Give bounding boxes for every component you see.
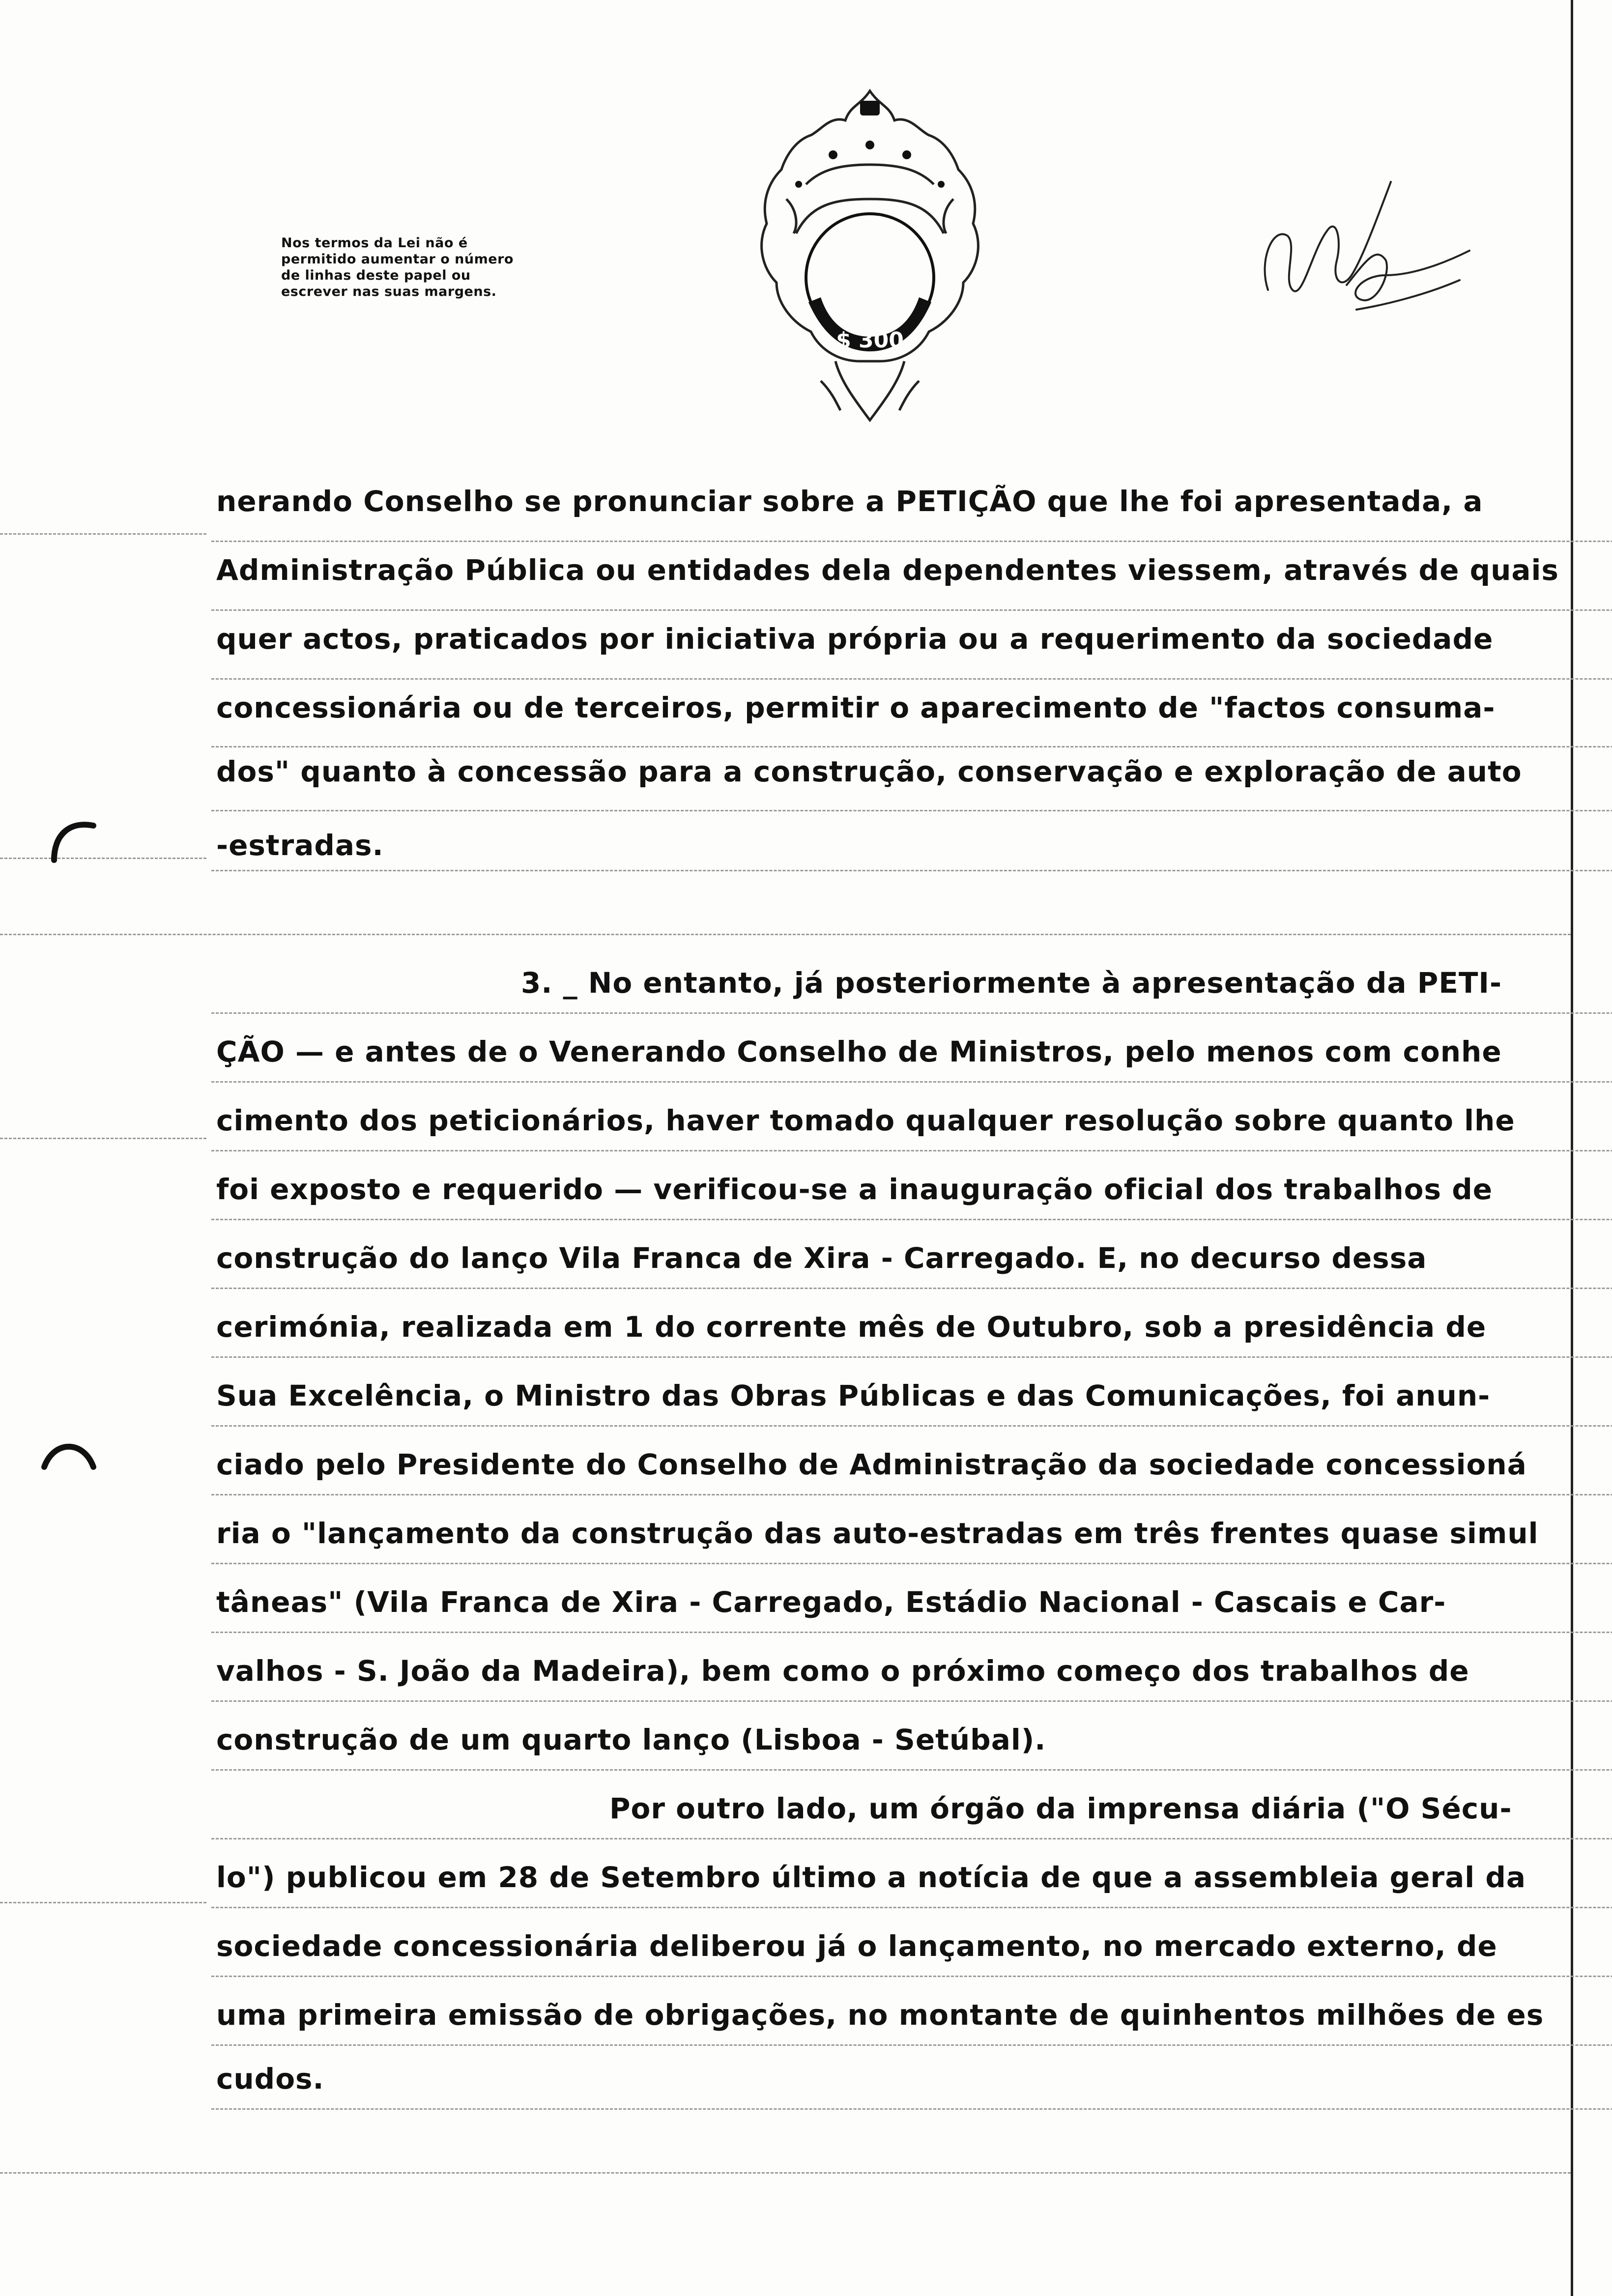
text-line: cudos.: [216, 2062, 324, 2095]
ruled-line: [211, 1081, 1612, 1083]
text-line: 3. _ No entanto, já posteriormente à apresentação da PETI-: [521, 966, 1502, 1000]
margin-fill: [0, 858, 206, 859]
ruled-line: [211, 1700, 1612, 1702]
handwritten-signature-icon: [1229, 162, 1484, 349]
coat-of-arms-seal-icon: [713, 86, 1027, 430]
ruled-line: [0, 934, 1571, 935]
ruled-line: [211, 678, 1612, 680]
ruled-line: [211, 609, 1612, 611]
text-line: Administração Pública ou entidades dela dependentes viessem, através de quais: [216, 553, 1559, 587]
ruled-line: [211, 870, 1612, 871]
text-line: sociedade concessionária deliberou já o lançamento, no mercado externo, de: [216, 1929, 1497, 1963]
text-line: ria o "lançamento da construção das auto-estradas em três frentes quase simul: [216, 1517, 1539, 1550]
margin-fill: [0, 1902, 206, 1903]
ruled-line: [211, 1288, 1612, 1289]
margin-notice: Nos termos da Lei não é permitido aumentar o número de linhas deste papel ou escrever nas suas margens.: [281, 235, 514, 299]
seal-value: $ 300: [836, 328, 904, 353]
text-line: cimento dos peticionários, haver tomado qualquer resolução sobre quanto lhe: [216, 1104, 1515, 1137]
text-line: dos" quanto à concessão para a construção, conservação e exploração de auto: [216, 755, 1522, 788]
ruled-line: [211, 1150, 1612, 1151]
ruled-line: [211, 2108, 1612, 2110]
ruled-line: [211, 541, 1612, 542]
text-line: -estradas.: [216, 829, 384, 862]
text-line: foi exposto e requerido — verificou-se a inauguração oficial dos trabalhos de: [216, 1173, 1493, 1206]
text-line: construção do lanço Vila Franca de Xira - Carregado. E, no decurso dessa: [216, 1241, 1427, 1275]
text-line: quer actos, praticados por iniciativa própria ou a requerimento da sociedade: [216, 622, 1494, 656]
ruled-line: [211, 746, 1612, 747]
text-line: valhos - S. João da Madeira), bem como o próximo começo dos trabalhos de: [216, 1654, 1469, 1688]
ruled-line: [0, 2172, 1571, 2174]
text-line: ÇÃO — e antes de o Venerando Conselho de Ministros, pelo menos com conhe: [216, 1035, 1502, 1068]
text-line: cerimónia, realizada em 1 do corrente mês de Outubro, sob a presidência de: [216, 1310, 1487, 1344]
text-line: Sua Excelência, o Ministro das Obras Públicas e das Comunicações, foi anun-: [216, 1379, 1491, 1412]
margin-fill: [0, 1138, 206, 1139]
margin-hole-mark-icon: [44, 811, 98, 865]
ruled-line: [211, 1563, 1612, 1564]
text-line: ciado pelo Presidente do Conselho de Administração da sociedade concessioná: [216, 1448, 1527, 1481]
ruled-line: [211, 1356, 1612, 1358]
text-line: construção de um quarto lanço (Lisboa - Setúbal).: [216, 1723, 1046, 1756]
text-line: Por outro lado, um órgão da imprensa diária ("O Sécu-: [609, 1792, 1512, 1825]
ruled-line: [211, 1219, 1612, 1220]
right-margin-line: [1571, 0, 1573, 2296]
ruled-line: [211, 2044, 1612, 2046]
ruled-line: [211, 1632, 1612, 1633]
text-line: concessionária ou de terceiros, permitir o aparecimento de "factos consuma-: [216, 691, 1496, 724]
ruled-line: [211, 1838, 1612, 1839]
ruled-line: [211, 1012, 1612, 1014]
ruled-line: [211, 1494, 1612, 1495]
ruled-line: [211, 1769, 1612, 1771]
ruled-line: [211, 1907, 1612, 1908]
text-line: lo") publicou em 28 de Setembro último a notícia de que a assembleia geral da: [216, 1861, 1526, 1894]
ruled-line: [211, 1976, 1612, 1977]
margin-hole-mark-icon: [39, 1435, 98, 1474]
margin-fill: [0, 533, 206, 535]
text-line: uma primeira emissão de obrigações, no montante de quinhentos milhões de es: [216, 1998, 1544, 2032]
text-line: tâneas" (Vila Franca de Xira - Carregado, Estádio Nacional - Cascais e Car-: [216, 1585, 1446, 1619]
ruled-line: [211, 1425, 1612, 1427]
text-line: nerando Conselho se pronunciar sobre a PETIÇÃO que lhe foi apresentada, a: [216, 485, 1483, 518]
ruled-line: [211, 810, 1612, 811]
